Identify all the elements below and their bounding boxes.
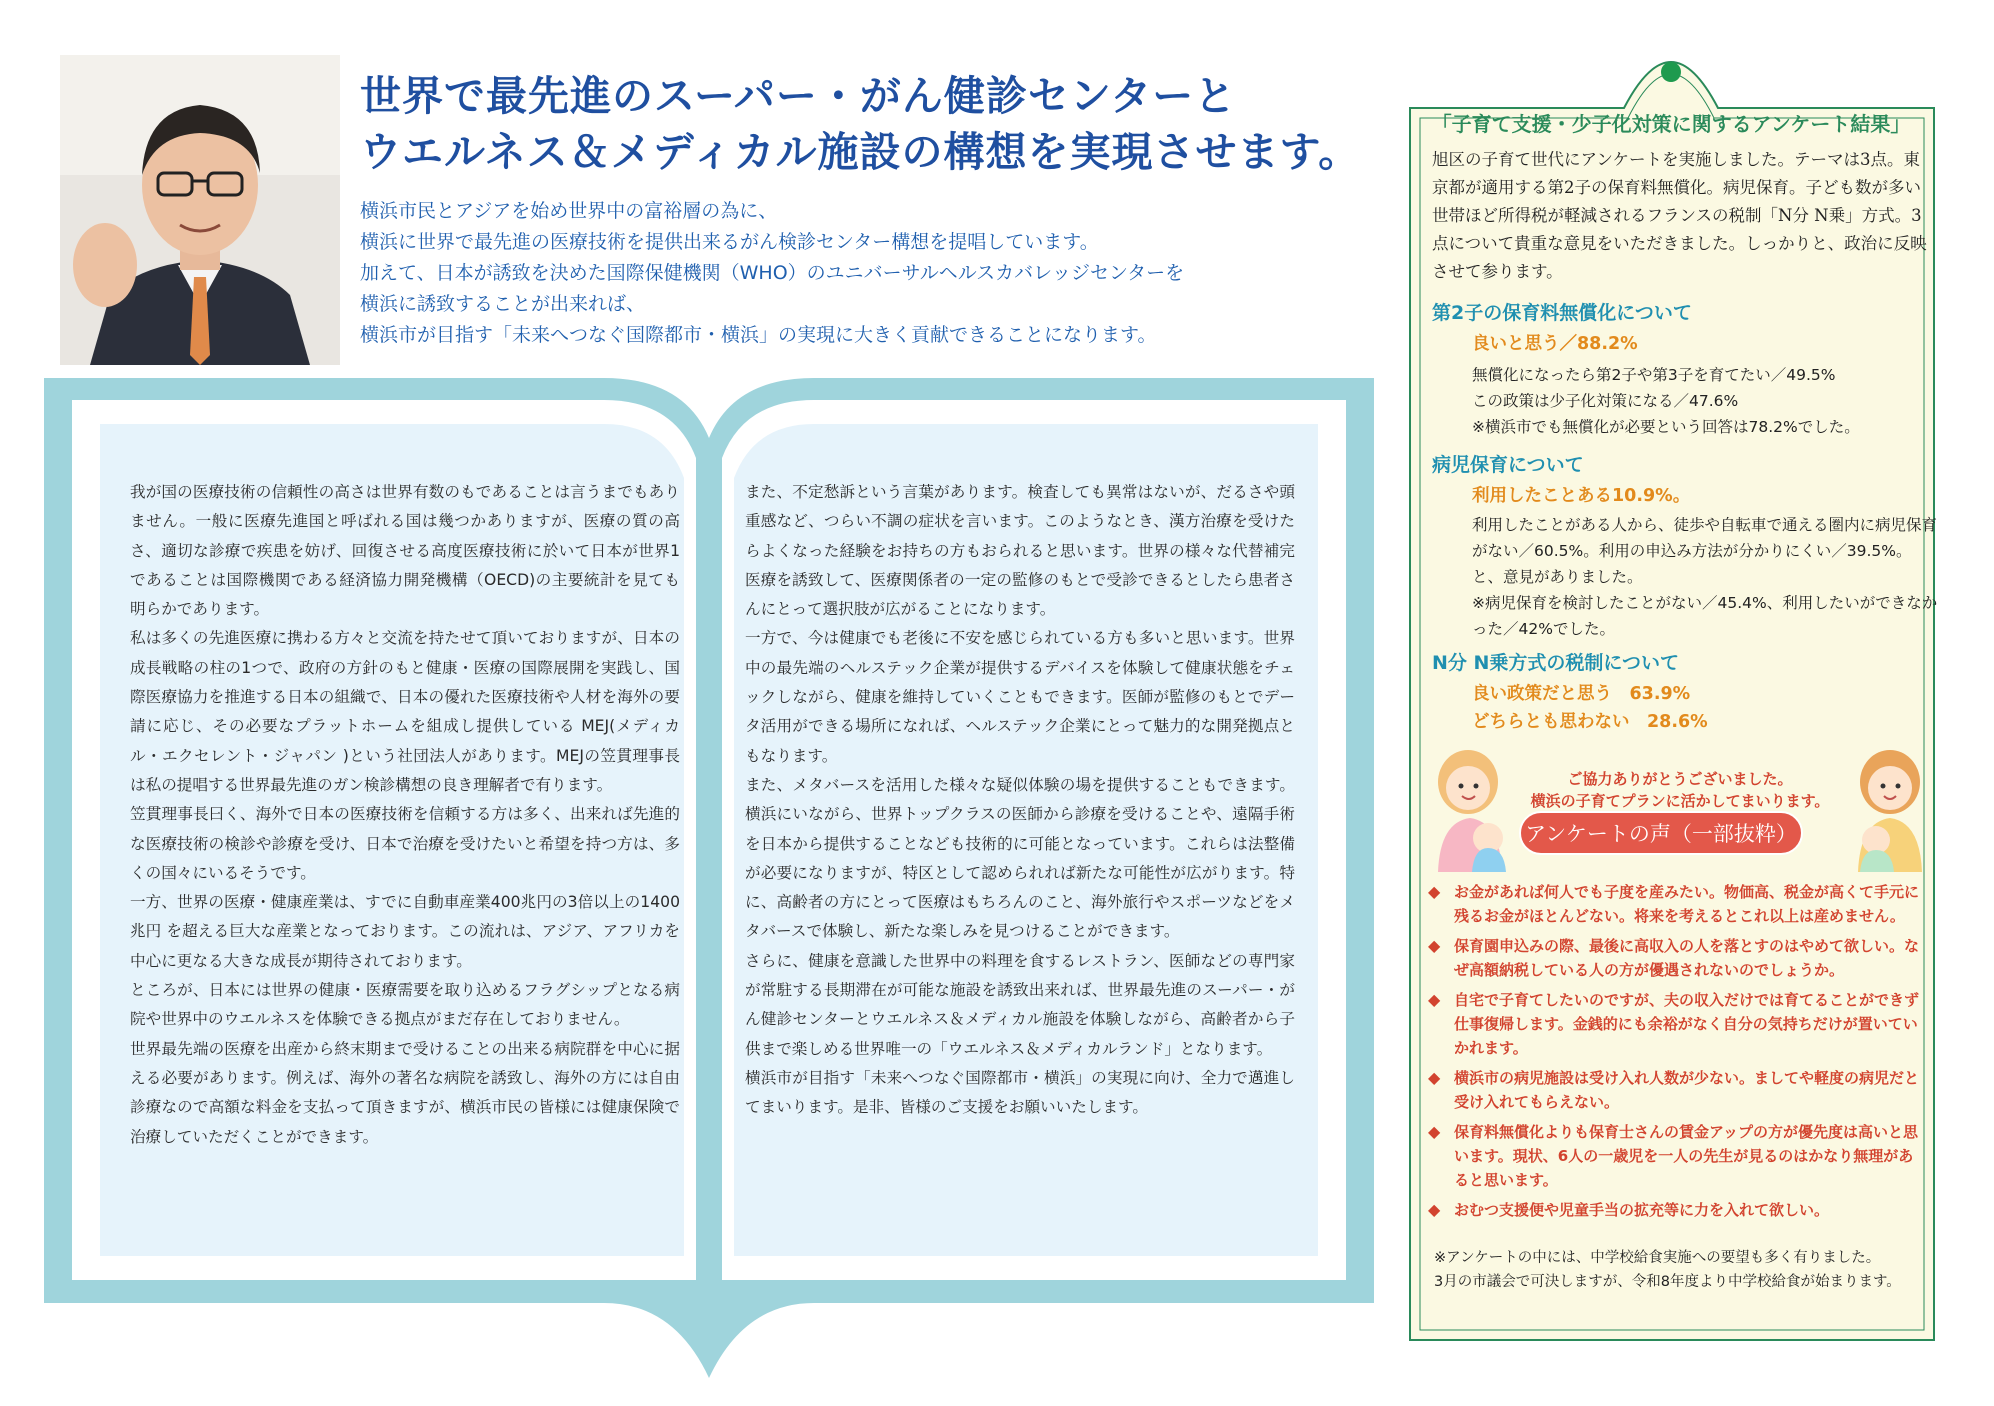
detail-line: この政策は少子化対策になる／47.6%: [1472, 392, 1739, 410]
voices-list: [1426, 880, 1926, 1228]
voice-item: [1426, 988, 1926, 1060]
diamond-bullet-icon: ◆: [1428, 1122, 1441, 1141]
footnote-line: 3月の市議会で可決しますが、令和8年度より中学校給食が始まります。: [1434, 1274, 1901, 1290]
page-headline: [360, 68, 1370, 180]
intro-line: 横浜市が目指す「未来へつなぐ国際都市・横浜」の実現に大きく貢献できることになります。: [360, 324, 1157, 346]
result-highlight: どちらとも思わない 28.6%: [1472, 712, 1708, 732]
diamond-bullet-icon: ◆: [1428, 936, 1441, 955]
voice-text: 自宅で子育てしたいのですが、夫の収入だけでは育てることができず仕事復帰します。金銭的にも余裕がなく自分の気持ちだけが置いていかれます。: [1454, 991, 1920, 1057]
paragraph: 世界最先端の医療を出産から終末期まで受けることの出来る病院群を中心に据える必要があります。例えば、海外の著名な病院を誘致し、海外の方には自由診療なので高額な料金を支払って頂きますが、横浜市民の皆様には健康保険で治療していただくことができます。: [130, 1039, 680, 1146]
voice-item: [1426, 1198, 1926, 1222]
survey-intro: 旭区の子育て世代にアンケートを実施しました。テーマは3点。東京都が適用する第2子の保育料無償化。病児保育。子ども数が多い世帯ほど所得税が軽減されるフランスの税制「N分 N乗」方式。3点について貴重な意見をいただきました。しっかりと、政治に反映させて参ります。: [1432, 150, 1927, 281]
result-highlight: 良いと思う／88.2%: [1472, 334, 1638, 354]
thanks-line: ご協力ありがとうございました。: [1567, 770, 1793, 788]
diamond-bullet-icon: ◆: [1428, 882, 1441, 901]
paragraph: 一方で、今は健康でも老後に不安を感じられている方も多いと思います。世界中の最先端のヘルステック企業が提供するデバイスを体験して健康状態をチェックしながら、健康を維持していくこともできます。医師が監修のもとでデータ活用ができる場所になれば、ヘルステック企業にとって魅力的な開発拠点ともなります。: [745, 629, 1295, 765]
paragraph: 私は多くの先進医療に携わる方々と交流を持たせて頂いておりますが、日本の成長戦略の柱の1つで、政府の方針のもと健康・医療の国際展開を実践し、国際医療協力を推進する日本の組織で、日本の優れた医療技術や人材を海外の要請に応じ、その必要なプラットホームを組成し提供している MEJ(メディカル・エクセレント・ジャパン )という社団法人があります。MEJの笠貫理事長は私の提唱する世界最先進のガン検診構想の良き理解者で有ります。: [130, 629, 680, 794]
result-details: [1472, 512, 1942, 642]
voice-item: [1426, 1120, 1926, 1192]
paragraph: 我が国の医療技術の信頼性の高さは世界有数のもであることは言うまでもありません。一般に医療先進国と呼ばれる国は幾つかありますが、医療の質の高さ、適切な診療で疾患を妨げ、回復させる高度医療技術に於いて日本が世界1であることは国際機関である経済協力開発機構（OECD)の主要統計を見ても明らかであります。: [130, 483, 680, 619]
intro-line: 横浜に誘致することが出来れば、: [360, 293, 646, 315]
result-highlight: 利用したことある10.9%。: [1472, 486, 1691, 506]
paragraph: また、不定愁訴という言葉があります。検査しても異常はないが、だるさや頭重感など、つらい不調の症状を言います。このようなとき、漢方治療を受けたらよくなった経験をお持ちの方もおられると思います。世界の様々な代替補完医療を誘致して、医療関係者の一定の監修のもとで受診できるとしたら患者さんにとって選択肢が広がることになります。: [745, 483, 1295, 619]
voice-text: お金があれば何人でも子度を産みたい。物価高、税金が高くて手元に残るお金がほとんどない。将来を考えるとこれ以上は産めません。: [1454, 883, 1920, 925]
voice-item: [1426, 880, 1926, 928]
survey-footnote: [1434, 1246, 1934, 1294]
thanks-line: 横浜の子育てプランに活かしてまいります。: [1530, 792, 1830, 810]
diamond-bullet-icon: ◆: [1428, 1068, 1441, 1087]
hang-hole-icon: [1661, 62, 1681, 82]
voice-text: 横浜市の病児施設は受け入れ人数が少ない。ましてや軽度の病児だと受け入れてもらえない。: [1454, 1069, 1920, 1111]
speaker-portrait: [60, 55, 340, 365]
detail-line: ※病児保育を検討したことがない／45.4%、利用したいができなかった／42%でした。: [1472, 594, 1938, 638]
article-column-right: [745, 478, 1295, 1123]
voice-item: [1426, 1066, 1926, 1114]
thanks-message: [1500, 768, 1860, 812]
intro-text: [360, 196, 1370, 351]
detail-line: ※横浜市でも無償化が必要という回答は78.2%でした。: [1472, 418, 1860, 436]
intro-line: 横浜に世界で最先進の医療技術を提供出来るがん検診センター構想を提唱しています。: [360, 231, 1099, 253]
section-heading-sick-childcare: 病児保育について: [1432, 454, 1584, 476]
diamond-bullet-icon: ◆: [1428, 990, 1441, 1009]
survey-title: 「子育て支援・少子化対策に関するアンケート結果」: [1431, 112, 1911, 136]
diamond-bullet-icon: ◆: [1428, 1200, 1441, 1219]
voice-text: 保育料無償化よりも保育士さんの賃金アップの方が優先度は高いと思います。現状、6人の一歳児を一人の先生が見るのはかなり無理があると思います。: [1454, 1123, 1918, 1189]
result-highlight: 良い政策だと思う 63.9%: [1472, 684, 1691, 704]
voice-item: [1426, 934, 1926, 982]
section-heading-n-tax: N分 N乗方式の税制について: [1432, 652, 1680, 674]
voice-text: 保育園申込みの際、最後に高収入の人を落とすのはやめて欲しい。なぜ高額納税している人の方が優遇されないのでしょうか。: [1454, 937, 1920, 979]
intro-line: 加えて、日本が誘致を決めた国際保健機関（WHO）のユニバーサルヘルスカバレッジセンターを: [360, 262, 1185, 284]
section-heading-nursery-fee: 第2子の保育料無償化について: [1432, 302, 1692, 324]
paragraph: また、メタバースを活用した様々な疑似体験の場を提供することもできます。横浜にいながら、世界トップクラスの医師から診療を受けることや、遠隔手術を日本から提供することなども技術的に可能となっています。これらは法整備が必要になりますが、特区として認められれば新たな可能性が広がります。特に、高齢者の方にとって医療はもちろんのこと、海外旅行やスポーツなどをメタバースで体験し、新たな楽しみを見つけることができます。: [745, 775, 1295, 941]
headline-line-2: ウエルネス＆メディカル施設の構想を実現させます。: [360, 128, 1361, 176]
detail-line: 無償化になったら第2子や第3子を育てたい／49.5%: [1472, 366, 1836, 384]
intro-line: 横浜市民とアジアを始め世界中の富裕層の為に、: [360, 200, 778, 222]
article-column-left: [130, 478, 680, 1152]
paragraph: 一方、世界の医療・健康産業は、すでに自動車産業400兆円の3倍以上の1400兆円 を超える巨大な産業となっております。この流れは、アジア、アフリカを中心に更なる大きな成長が期待されております。: [130, 893, 680, 970]
paragraph: 横浜市が目指す「未来へつなぐ国際都市・横浜」の実現に向け、全力で邁進してまいります。是非、皆様のご支援をお願いいたします。: [745, 1068, 1295, 1117]
paragraph: さらに、健康を意識した世界中の料理を食するレストラン、医師などの専門家が常駐する長期滞在が可能な施設を誘致出来れば、世界最先進のスーパー・がん健診センターとウエルネス＆メディカル施設を体験しながら、高齢者から子供まで楽しめる世界唯一の「ウエルネス＆メディカルランド」となります。: [745, 951, 1295, 1058]
headline-line-1: 世界で最先進のスーパー・がん健診センターと: [360, 72, 1237, 120]
result-details: [1472, 362, 1942, 440]
detail-line: 利用したことがある人から、徒歩や自転車で通える圏内に病児保育がない／60.5%。利用の申込み方法が分かりにくい／39.5%。と、意見がありました。: [1472, 516, 1938, 586]
voice-text: おむつ支援便や児童手当の拡充等に力を入れて欲しい。: [1454, 1201, 1830, 1219]
footnote-line: ※アンケートの中には、中学校給食実施への要望も多く有りました。: [1434, 1250, 1881, 1266]
paragraph: 笠貫理事長曰く、海外で日本の医療技術を信頼する方は多く、出来れば先進的な医療技術の検診や診療を受け、日本で治療を受けたいと希望を持つ方は、多くの国々にいるそうです。: [130, 805, 680, 882]
voices-banner-label: アンケートの声（一部抜粋）: [1525, 822, 1797, 846]
paragraph: ところが、日本には世界の健康・医療需要を取り込めるフラグシップとなる病院や世界中のウエルネスを体験できる拠点がまだ存在しておりません。: [130, 981, 680, 1029]
